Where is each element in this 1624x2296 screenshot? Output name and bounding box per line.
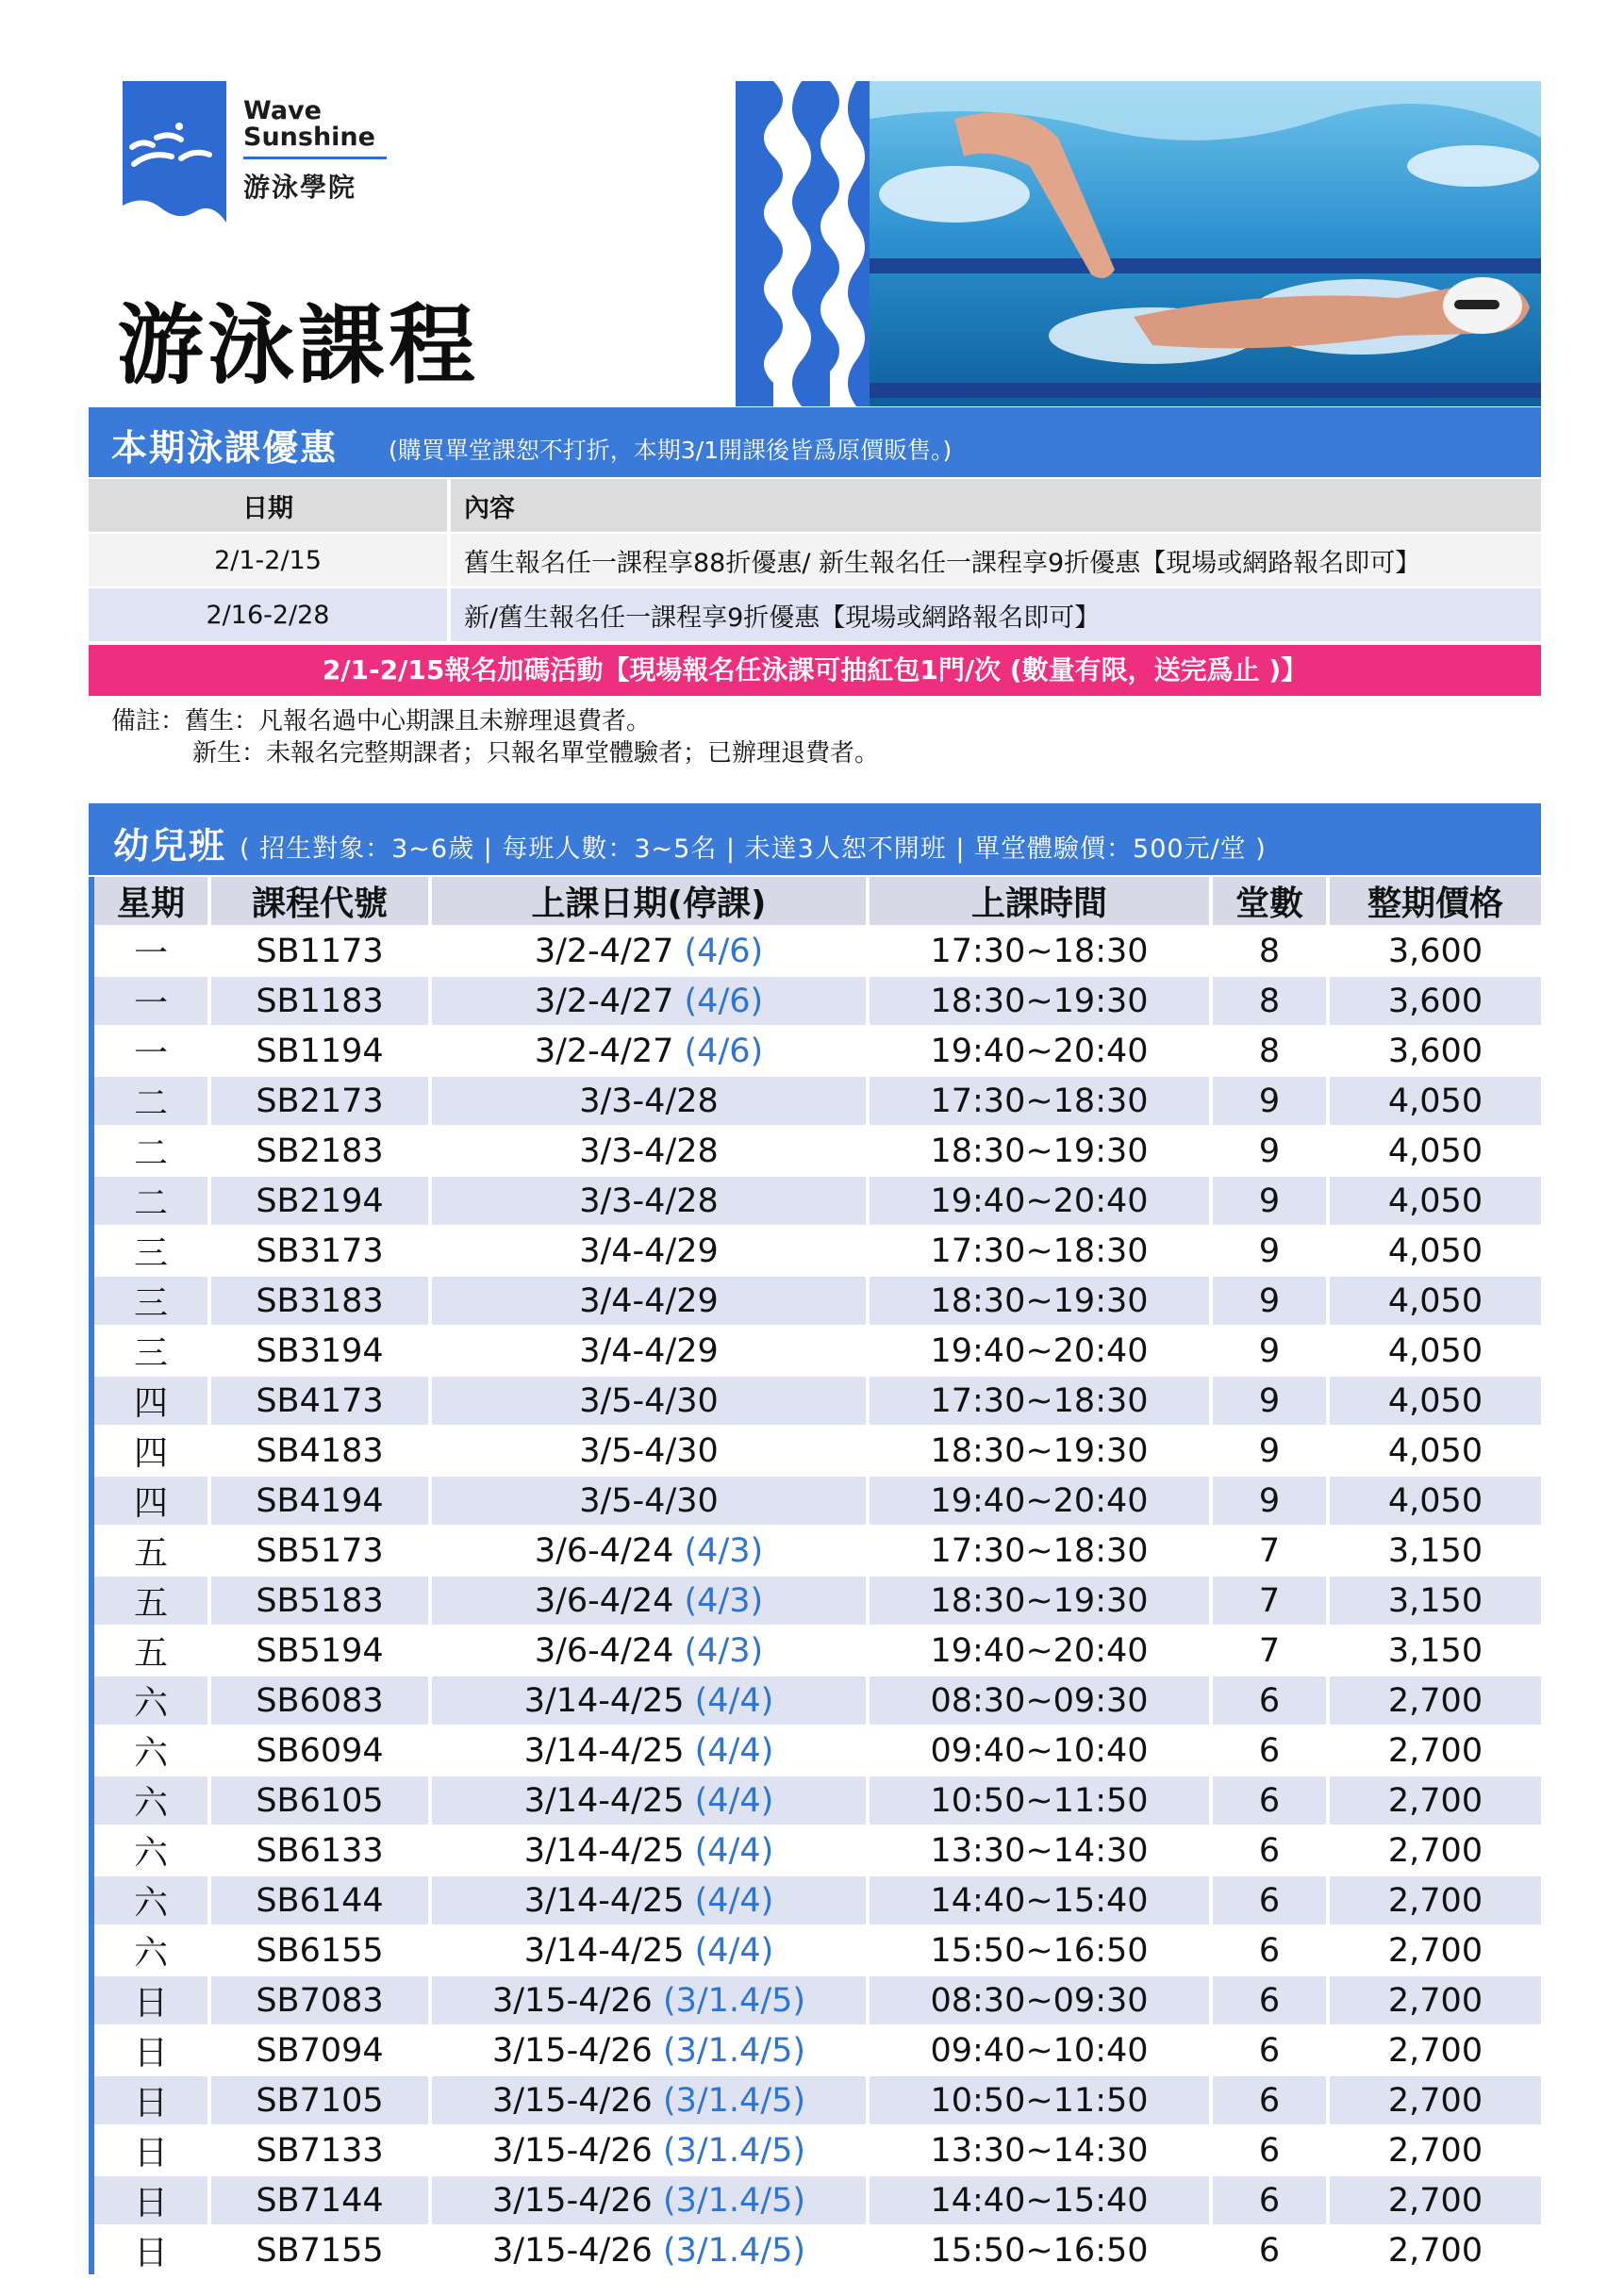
course-count: 9 [1211, 1326, 1328, 1376]
course-count: 6 [1211, 1726, 1328, 1776]
course-dates [430, 1026, 868, 1076]
course-count: 6 [1211, 1875, 1328, 1925]
course-time: 19:40~20:40 [868, 1476, 1211, 1526]
course-count: 6 [1211, 1925, 1328, 1975]
course-code: SB7105 [209, 2075, 430, 2125]
table-row [91, 1176, 1541, 1226]
course-code: SB4194 [209, 1476, 430, 1526]
course-weekday: 日 [91, 2125, 209, 2175]
course-weekday: 六 [91, 1676, 209, 1726]
table-row [91, 2075, 1541, 2125]
course-time: 19:40~20:40 [868, 1326, 1211, 1376]
course-dates [430, 2075, 868, 2125]
course-code: SB7083 [209, 1975, 430, 2025]
course-date-range: 3/2-4/27 [534, 1032, 674, 1070]
course-price: 3,150 [1328, 1576, 1541, 1626]
course-date-range: 3/14-4/25 [523, 1681, 685, 1720]
swimmer-photo [870, 81, 1541, 406]
course-date-range: 3/15-4/26 [491, 2131, 653, 2170]
course-price: 3,150 [1328, 1526, 1541, 1576]
course-weekday: 二 [91, 1176, 209, 1226]
course-stop-date: (4/4) [694, 1881, 774, 1920]
table-row [91, 1975, 1541, 2025]
course-dates [430, 1326, 868, 1376]
course-weekday: 日 [91, 2225, 209, 2274]
promo-content: 新/舊生報名任一課程享9折優惠【現場或網路報名即可】 [449, 587, 1541, 642]
remark-line-1: 備註：舊生：凡報名過中心期課且未辦理退費者。 [111, 707, 652, 735]
brand-name-line1: Wave [243, 96, 322, 125]
course-time: 19:40~20:40 [868, 1026, 1211, 1076]
course-count: 6 [1211, 1825, 1328, 1875]
course-price: 4,050 [1328, 1376, 1541, 1426]
course-price: 2,700 [1328, 2025, 1541, 2075]
course-code: SB3194 [209, 1326, 430, 1376]
course-weekday: 三 [91, 1326, 209, 1376]
course-stop-date: (4/4) [694, 1681, 774, 1720]
table-row [91, 1376, 1541, 1426]
course-date-range: 3/6-4/24 [534, 1631, 674, 1670]
course-code: SB7133 [209, 2125, 430, 2175]
wave-pattern-icon [736, 81, 870, 406]
course-code: SB1183 [209, 976, 430, 1026]
promo-content: 舊生報名任一課程享88折優惠/ 新生報名任一課程享9折優惠【現場或網路報名即可】 [449, 533, 1541, 587]
course-weekday: 五 [91, 1526, 209, 1576]
course-price: 2,700 [1328, 1975, 1541, 2025]
remark [111, 705, 879, 769]
course-code: SB1173 [209, 926, 430, 976]
table-row [91, 2125, 1541, 2175]
course-date-range: 3/14-4/25 [523, 1881, 685, 1920]
table-row [91, 1726, 1541, 1776]
course-time: 18:30~19:30 [868, 1126, 1211, 1176]
course-dates [430, 1726, 868, 1776]
course-date-range: 3/6-4/24 [534, 1531, 674, 1570]
course-price: 2,700 [1328, 1776, 1541, 1825]
course-weekday: 三 [91, 1226, 209, 1276]
table-row [91, 1226, 1541, 1276]
course-count: 9 [1211, 1426, 1328, 1476]
course-price: 4,050 [1328, 1326, 1541, 1376]
course-count: 9 [1211, 1376, 1328, 1426]
course-code: SB3173 [209, 1226, 430, 1276]
table-row [91, 2225, 1541, 2274]
table-row [91, 1676, 1541, 1726]
course-table-header [91, 877, 1541, 926]
course-date-range: 3/14-4/25 [523, 1781, 685, 1820]
header-time: 上課時間 [868, 877, 1211, 926]
course-date-range: 3/15-4/26 [491, 2181, 653, 2220]
promo-table-header [89, 479, 1541, 533]
course-code: SB2194 [209, 1176, 430, 1226]
course-price: 2,700 [1328, 1825, 1541, 1875]
course-code: SB2183 [209, 1126, 430, 1176]
course-code: SB6094 [209, 1726, 430, 1776]
course-dates [430, 976, 868, 1026]
table-row [91, 1476, 1541, 1526]
course-date-range: 3/3-4/28 [579, 1181, 719, 1220]
course-date-range: 3/4-4/29 [579, 1231, 719, 1270]
course-count: 8 [1211, 926, 1328, 976]
course-count: 8 [1211, 1026, 1328, 1076]
course-date-range: 3/6-4/24 [534, 1581, 674, 1620]
course-price: 2,700 [1328, 2075, 1541, 2125]
course-dates [430, 1076, 868, 1126]
course-date-range: 3/2-4/27 [534, 982, 674, 1020]
course-price: 4,050 [1328, 1076, 1541, 1126]
course-code: SB5194 [209, 1626, 430, 1676]
course-count: 6 [1211, 2225, 1328, 2274]
course-stop-date: (3/1.4/5) [662, 1981, 806, 2020]
table-row [91, 1776, 1541, 1825]
course-code: SB7155 [209, 2225, 430, 2274]
promo-table [89, 479, 1541, 643]
course-price: 2,700 [1328, 1875, 1541, 1925]
course-weekday: 一 [91, 976, 209, 1026]
course-dates [430, 2025, 868, 2075]
course-date-range: 3/5-4/30 [579, 1381, 719, 1420]
course-count: 9 [1211, 1226, 1328, 1276]
remark-line-2: 新生：未報名完整期課者；只報名單堂體驗者；已辦理退費者。 [192, 739, 880, 768]
course-code: SB4173 [209, 1376, 430, 1426]
table-row [91, 1626, 1541, 1676]
course-weekday: 日 [91, 2025, 209, 2075]
course-stop-date: (4/3) [684, 1581, 764, 1620]
course-count: 6 [1211, 2125, 1328, 2175]
table-row [89, 533, 1541, 587]
table-row [91, 1925, 1541, 1975]
course-dates [430, 1126, 868, 1176]
course-weekday: 六 [91, 1825, 209, 1875]
course-price: 2,700 [1328, 1676, 1541, 1726]
table-row [91, 976, 1541, 1026]
course-time: 08:30~09:30 [868, 1676, 1211, 1726]
course-date-range: 3/3-4/28 [579, 1082, 719, 1120]
table-row [91, 1526, 1541, 1576]
table-row [91, 1326, 1541, 1376]
course-time: 13:30~14:30 [868, 1825, 1211, 1875]
course-count: 9 [1211, 1126, 1328, 1176]
table-row [91, 1026, 1541, 1076]
course-code: SB5183 [209, 1576, 430, 1626]
promo-header-content: 內容 [449, 479, 1541, 533]
course-date-range: 3/15-4/26 [491, 2081, 653, 2120]
course-weekday: 六 [91, 1726, 209, 1776]
course-weekday: 四 [91, 1376, 209, 1426]
course-dates [430, 1226, 868, 1276]
course-count: 8 [1211, 976, 1328, 1026]
header-price: 整期價格 [1328, 877, 1541, 926]
promo-date: 2/16-2/28 [89, 587, 449, 642]
brand [243, 98, 387, 205]
course-code: SB1194 [209, 1026, 430, 1076]
course-code: SB7094 [209, 2025, 430, 2075]
course-price: 3,600 [1328, 926, 1541, 976]
course-stop-date: (4/3) [684, 1531, 764, 1570]
course-price: 4,050 [1328, 1476, 1541, 1526]
course-stop-date: (4/4) [694, 1781, 774, 1820]
course-date-range: 3/2-4/27 [534, 932, 674, 970]
course-dates [430, 1526, 868, 1576]
promo-title: 本期泳課優惠 [111, 427, 339, 469]
course-dates [430, 1176, 868, 1226]
header-weekday: 星期 [91, 877, 209, 926]
course-time: 10:50~11:50 [868, 2075, 1211, 2125]
course-count: 6 [1211, 1975, 1328, 2025]
course-price: 4,050 [1328, 1126, 1541, 1176]
course-price: 2,700 [1328, 1925, 1541, 1975]
promo-date: 2/1-2/15 [89, 533, 449, 587]
course-date-range: 3/15-4/26 [491, 2231, 653, 2270]
course-weekday: 三 [91, 1276, 209, 1326]
course-dates [430, 1626, 868, 1676]
promo-note: (購買單堂課恕不打折，本期3/1開課後皆爲原價販售。) [389, 437, 953, 464]
course-dates [430, 2225, 868, 2274]
course-stop-date: (4/6) [684, 932, 764, 970]
course-time: 17:30~18:30 [868, 1376, 1211, 1426]
course-weekday: 六 [91, 1875, 209, 1925]
course-dates [430, 1925, 868, 1975]
bonus-activity-banner: 2/1-2/15報名加碼活動【現場報名任泳課可抽紅包1門/次 (數量有限，送完爲止 )】 [89, 645, 1541, 696]
course-time: 15:50~16:50 [868, 1925, 1211, 1975]
course-time: 18:30~19:30 [868, 1276, 1211, 1326]
course-price: 2,700 [1328, 1726, 1541, 1776]
course-count: 6 [1211, 1676, 1328, 1726]
course-note: ( 招生對象：3~6歲 | 每班人數：3~5名 | 未達3人恕不開班 | 單堂體驗價：500元/堂 ) [240, 834, 1267, 864]
course-price: 2,700 [1328, 2175, 1541, 2225]
table-row [91, 1576, 1541, 1626]
course-stop-date: (4/6) [684, 982, 764, 1020]
course-date-range: 3/5-4/30 [579, 1481, 719, 1520]
course-code: SB6133 [209, 1825, 430, 1875]
course-code: SB4183 [209, 1426, 430, 1476]
course-code: SB7144 [209, 2175, 430, 2225]
course-stop-date: (4/4) [694, 1831, 774, 1870]
course-weekday: 日 [91, 2075, 209, 2125]
header-dates: 上課日期(停課) [430, 877, 868, 926]
table-row [89, 587, 1541, 642]
course-weekday: 六 [91, 1925, 209, 1975]
course-dates [430, 1975, 868, 2025]
course-date-range: 3/14-4/25 [523, 1731, 685, 1770]
page-title: 游泳課程 [117, 295, 480, 396]
course-time: 14:40~15:40 [868, 1875, 1211, 1925]
course-dates [430, 1676, 868, 1726]
table-row [91, 1875, 1541, 1925]
course-date-range: 3/3-4/28 [579, 1131, 719, 1170]
course-price: 4,050 [1328, 1426, 1541, 1476]
course-stop-date: (3/1.4/5) [662, 2231, 806, 2270]
course-price: 4,050 [1328, 1276, 1541, 1326]
course-weekday: 二 [91, 1076, 209, 1126]
course-count: 9 [1211, 1476, 1328, 1526]
course-date-range: 3/14-4/25 [523, 1931, 685, 1970]
course-count: 9 [1211, 1176, 1328, 1226]
promo-header-date: 日期 [89, 479, 449, 533]
course-count: 6 [1211, 2175, 1328, 2225]
course-code: SB5173 [209, 1526, 430, 1576]
course-time: 17:30~18:30 [868, 1526, 1211, 1576]
course-dates [430, 1825, 868, 1875]
course-price: 3,600 [1328, 1026, 1541, 1076]
course-time: 09:40~10:40 [868, 2025, 1211, 2075]
table-row [91, 1825, 1541, 1875]
course-weekday: 日 [91, 2175, 209, 2225]
table-row [91, 2175, 1541, 2225]
course-count: 6 [1211, 2075, 1328, 2125]
course-weekday: 五 [91, 1576, 209, 1626]
promo-header [89, 407, 1541, 477]
course-time: 17:30~18:30 [868, 926, 1211, 976]
course-code: SB6083 [209, 1676, 430, 1726]
course-title: 幼兒班 [113, 825, 227, 867]
header-count: 堂數 [1211, 877, 1328, 926]
course-price: 2,700 [1328, 2225, 1541, 2274]
course-dates [430, 1426, 868, 1476]
course-count: 7 [1211, 1576, 1328, 1626]
course-weekday: 一 [91, 1026, 209, 1076]
course-weekday: 五 [91, 1626, 209, 1676]
course-date-range: 3/5-4/30 [579, 1431, 719, 1470]
header-code: 課程代號 [209, 877, 430, 926]
course-time: 09:40~10:40 [868, 1726, 1211, 1776]
course-time: 18:30~19:30 [868, 1426, 1211, 1476]
course-time: 13:30~14:30 [868, 2125, 1211, 2175]
course-weekday: 六 [91, 1776, 209, 1825]
course-code: SB6144 [209, 1875, 430, 1925]
course-code: SB2173 [209, 1076, 430, 1126]
course-stop-date: (3/1.4/5) [662, 2081, 806, 2120]
course-time: 15:50~16:50 [868, 2225, 1211, 2274]
course-dates [430, 926, 868, 976]
course-dates [430, 1276, 868, 1326]
course-date-range: 3/15-4/26 [491, 1981, 653, 2020]
wave-sunshine-logo-icon [123, 81, 226, 223]
course-stop-date: (4/6) [684, 1032, 764, 1070]
course-price: 4,050 [1328, 1226, 1541, 1276]
brand-name-line2: Sunshine [243, 123, 375, 152]
course-header [89, 803, 1541, 875]
course-count: 9 [1211, 1076, 1328, 1126]
course-date-range: 3/4-4/29 [579, 1331, 719, 1370]
course-stop-date: (4/4) [694, 1731, 774, 1770]
course-count: 7 [1211, 1626, 1328, 1676]
course-date-range: 3/15-4/26 [491, 2031, 653, 2070]
course-count: 7 [1211, 1526, 1328, 1576]
course-dates [430, 1776, 868, 1825]
course-time: 18:30~19:30 [868, 976, 1211, 1026]
brand-name-zh: 游泳學院 [243, 172, 357, 203]
course-time: 19:40~20:40 [868, 1626, 1211, 1676]
course-price: 3,150 [1328, 1626, 1541, 1676]
course-time: 08:30~09:30 [868, 1975, 1211, 2025]
course-code: SB3183 [209, 1276, 430, 1326]
course-weekday: 二 [91, 1126, 209, 1176]
table-row [91, 1076, 1541, 1126]
course-stop-date: (3/1.4/5) [662, 2031, 806, 2070]
course-date-range: 3/14-4/25 [523, 1831, 685, 1870]
course-code: SB6155 [209, 1925, 430, 1975]
course-code: SB6105 [209, 1776, 430, 1825]
course-time: 10:50~11:50 [868, 1776, 1211, 1825]
course-table [89, 877, 1541, 2274]
brand-divider [243, 157, 387, 159]
course-dates [430, 1376, 868, 1426]
course-time: 14:40~15:40 [868, 2175, 1211, 2225]
course-price: 2,700 [1328, 2125, 1541, 2175]
course-dates [430, 2125, 868, 2175]
table-row [91, 1126, 1541, 1176]
course-weekday: 四 [91, 1426, 209, 1476]
course-dates [430, 2175, 868, 2225]
course-count: 6 [1211, 2025, 1328, 2075]
course-time: 17:30~18:30 [868, 1076, 1211, 1126]
course-stop-date: (3/1.4/5) [662, 2131, 806, 2170]
course-dates [430, 1875, 868, 1925]
course-count: 9 [1211, 1276, 1328, 1326]
course-time: 19:40~20:40 [868, 1176, 1211, 1226]
table-row [91, 1276, 1541, 1326]
course-stop-date: (4/3) [684, 1631, 764, 1670]
course-count: 6 [1211, 1776, 1328, 1825]
table-row [91, 2025, 1541, 2075]
course-dates [430, 1576, 868, 1626]
course-time: 17:30~18:30 [868, 1226, 1211, 1276]
course-dates [430, 1476, 868, 1526]
table-row [91, 1426, 1541, 1476]
course-weekday: 一 [91, 926, 209, 976]
course-weekday: 日 [91, 1975, 209, 2025]
course-stop-date: (3/1.4/5) [662, 2181, 806, 2220]
course-table-body [91, 926, 1541, 2274]
course-stop-date: (4/4) [694, 1931, 774, 1970]
course-price: 3,600 [1328, 976, 1541, 1026]
course-weekday: 四 [91, 1476, 209, 1526]
course-price: 4,050 [1328, 1176, 1541, 1226]
course-date-range: 3/4-4/29 [579, 1281, 719, 1320]
course-time: 18:30~19:30 [868, 1576, 1211, 1626]
table-row [91, 926, 1541, 976]
